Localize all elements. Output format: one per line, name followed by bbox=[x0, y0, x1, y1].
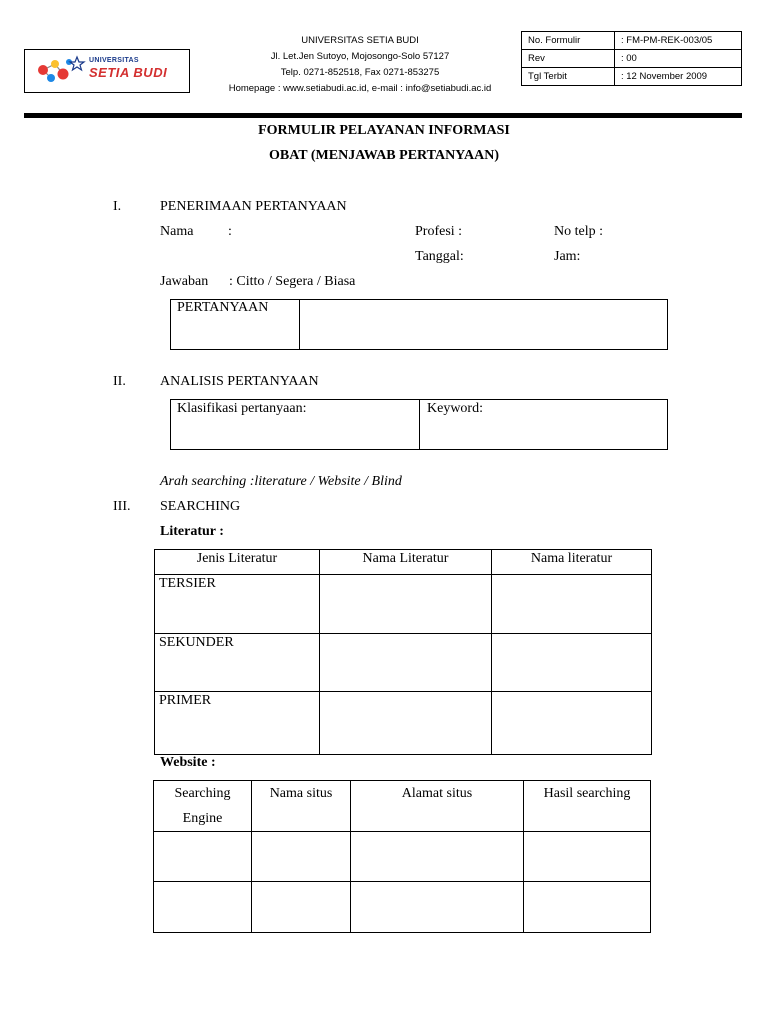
literatur-header-row bbox=[155, 550, 652, 575]
form-title-line1: FORMULIR PELAYANAN INFORMASI bbox=[258, 123, 510, 138]
pertanyaan-input-area[interactable] bbox=[301, 301, 665, 347]
literatur-label: Literatur : bbox=[160, 524, 224, 539]
meta-label: Rev bbox=[522, 50, 615, 68]
website-cell[interactable] bbox=[351, 882, 524, 933]
form-meta-table bbox=[521, 31, 742, 86]
table-row bbox=[154, 832, 651, 882]
meta-row bbox=[522, 50, 742, 68]
tanggal-label: Tanggal: bbox=[415, 249, 464, 264]
keyword-label: Keyword: bbox=[427, 401, 483, 416]
literatur-cell[interactable] bbox=[492, 634, 652, 692]
form-title-line2: OBAT (MENJAWAB PERTANYAAN) bbox=[268, 148, 499, 163]
meta-label: No. Formulir bbox=[522, 32, 615, 50]
section3-heading: SEARCHING bbox=[160, 499, 241, 514]
university-logo bbox=[24, 49, 190, 93]
university-name: UNIVERSITAS SETIA BUDI bbox=[301, 35, 419, 46]
section3-number: III. bbox=[113, 499, 131, 514]
website-table bbox=[153, 780, 651, 933]
pertanyaan-divider bbox=[299, 300, 300, 349]
meta-value: : 00 bbox=[615, 50, 742, 68]
nama-colon: : bbox=[228, 224, 232, 239]
website-cell[interactable] bbox=[252, 832, 351, 882]
section1-number: I. bbox=[113, 199, 122, 214]
meta-row bbox=[522, 32, 742, 50]
profesi-label: Profesi : bbox=[415, 224, 463, 239]
klasifikasi-label: Klasifikasi pertanyaan: bbox=[177, 401, 307, 416]
meta-label: Tgl Terbit bbox=[522, 68, 615, 86]
website-cell[interactable] bbox=[154, 832, 252, 882]
literatur-row-label: SEKUNDER bbox=[155, 634, 320, 692]
literatur-cell[interactable] bbox=[320, 692, 492, 755]
website-header: Alamat situs bbox=[351, 781, 524, 832]
table-row bbox=[155, 575, 652, 634]
notelp-label: No telp : bbox=[554, 224, 603, 239]
jawaban-label: Jawaban bbox=[160, 274, 209, 289]
literatur-cell[interactable] bbox=[492, 692, 652, 755]
nama-label: Nama bbox=[160, 224, 194, 239]
logo-top-text: UNIVERSITAS bbox=[89, 57, 139, 64]
university-address: Jl. Let.Jen Sutoyo, Mojosongo-Solo 57127 bbox=[270, 51, 450, 62]
literatur-table bbox=[154, 549, 652, 755]
website-header: Nama situs bbox=[252, 781, 351, 832]
meta-row bbox=[522, 68, 742, 86]
jam-label: Jam: bbox=[554, 249, 581, 264]
website-label: Website : bbox=[160, 755, 216, 770]
literatur-cell[interactable] bbox=[320, 575, 492, 634]
university-info bbox=[205, 33, 515, 97]
searching-engine-line2: Engine bbox=[182, 811, 223, 826]
website-header: Hasil searching bbox=[524, 781, 651, 832]
header-divider bbox=[24, 113, 742, 118]
literatur-cell[interactable] bbox=[492, 575, 652, 634]
website-cell[interactable] bbox=[252, 882, 351, 933]
literatur-row-label: PRIMER bbox=[155, 692, 320, 755]
pertanyaan-box bbox=[170, 299, 668, 350]
literatur-cell[interactable] bbox=[320, 634, 492, 692]
jawaban-options: : Citto / Segera / Biasa bbox=[229, 274, 356, 289]
meta-value: : 12 November 2009 bbox=[615, 68, 742, 86]
university-homepage: Homepage : www.setiabudi.ac.id, e-mail : info@setiabudi.ac.id bbox=[228, 83, 492, 94]
literatur-row-label: TERSIER bbox=[155, 575, 320, 634]
pertanyaan-label: PERTANYAAN bbox=[177, 300, 269, 315]
literatur-header: Jenis Literatur bbox=[155, 550, 320, 575]
analisis-box bbox=[170, 399, 668, 450]
website-cell[interactable] bbox=[154, 882, 252, 933]
section1-heading: PENERIMAAN PERTANYAAN bbox=[160, 199, 347, 214]
arah-searching: Arah searching :literature / Website / Blind bbox=[160, 474, 402, 489]
section2-heading: ANALISIS PERTANYAAN bbox=[160, 374, 319, 389]
website-header-row bbox=[154, 781, 651, 832]
website-cell[interactable] bbox=[524, 832, 651, 882]
literatur-header: Nama Literatur bbox=[320, 550, 492, 575]
section2-number: II. bbox=[113, 374, 126, 389]
logo-bottom-text: SETIA BUDI bbox=[89, 65, 168, 80]
website-header bbox=[154, 781, 252, 832]
table-row bbox=[155, 634, 652, 692]
website-cell[interactable] bbox=[524, 882, 651, 933]
analisis-divider bbox=[419, 400, 420, 449]
university-phone: Telp. 0271-852518, Fax 0271-853275 bbox=[280, 67, 440, 78]
searching-engine-line1: Searching bbox=[174, 786, 231, 801]
table-row bbox=[154, 882, 651, 933]
literatur-header: Nama literatur bbox=[492, 550, 652, 575]
table-row bbox=[155, 692, 652, 755]
meta-value: : FM-PM-REK-003/05 bbox=[615, 32, 742, 50]
website-cell[interactable] bbox=[351, 832, 524, 882]
